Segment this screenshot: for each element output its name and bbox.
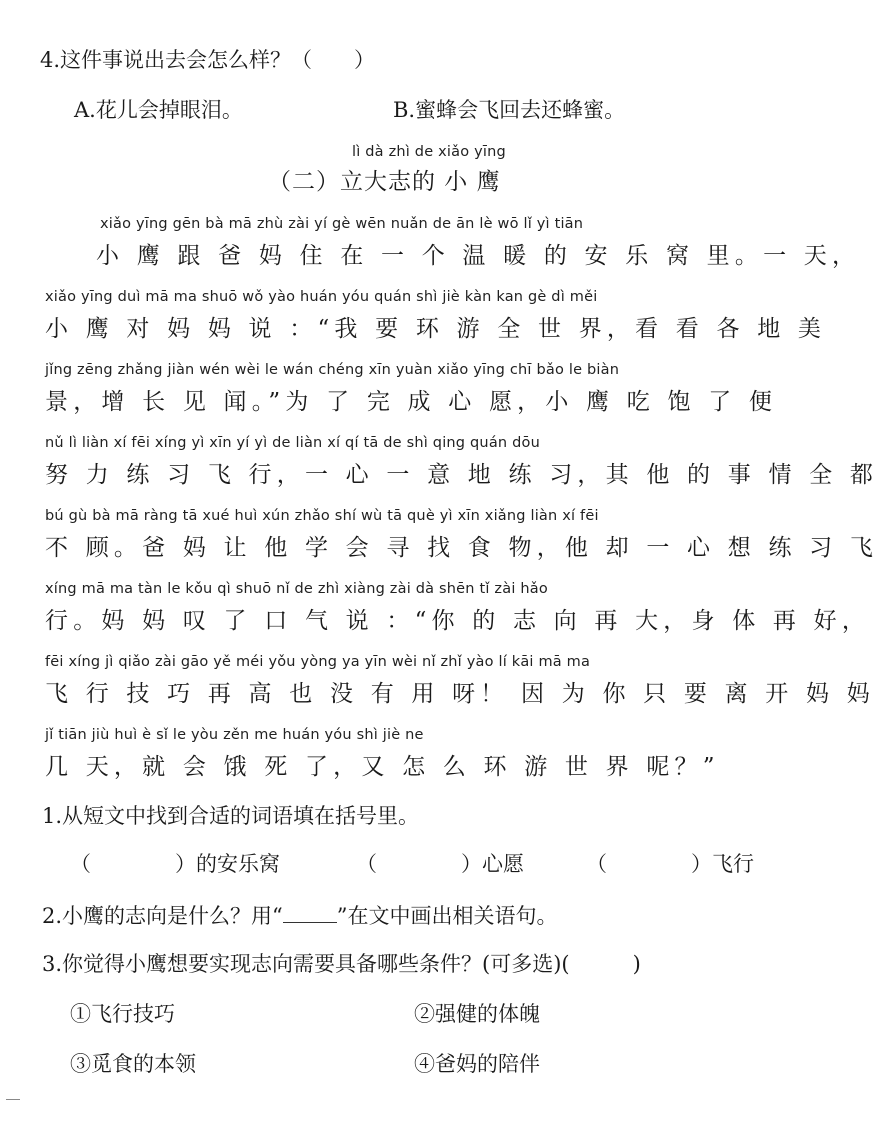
question-2-before: 2.小鹰的志向是什么？用“ bbox=[42, 904, 283, 928]
question-2 bbox=[42, 900, 558, 930]
question-3-option-1: ①飞行技巧 bbox=[70, 1002, 175, 1026]
passage-text-line: 小 鹰 对 妈 妈 说 ：“我 要 环 游 全 世 界，看 看 各 地 美 bbox=[45, 316, 827, 342]
question-4-option-a: A.花儿会掉眼泪。 bbox=[74, 98, 243, 122]
passage-pinyin-line: fēi xíng jì qiǎo zài gāo yě méi yǒu yòng ya yīn wèi nǐ zhǐ yào lí kāi mā ma bbox=[45, 654, 591, 670]
passage-text-line: 努 力 练 习 飞 行，一 心 一 意 地 练 习，其 他 的 事 情 全 都 bbox=[45, 462, 878, 488]
passage-pinyin-line: bú gù bà mā ràng tā xué huì xún zhǎo shí wù tā què yì xīn xiǎng liàn xí fēi bbox=[45, 508, 599, 524]
question-1: 1.从短文中找到合适的词语填在括号里。 bbox=[42, 804, 420, 828]
passage-text-line: 几 天，就 会 饿 死 了，又 怎 么 环 游 世 界 呢？” bbox=[45, 754, 720, 780]
underline-blank bbox=[283, 906, 337, 923]
passage-text-line: 飞 行 技 巧 再 高 也 没 有 用 呀！ 因 为 你 只 要 离 开 妈 妈 bbox=[45, 681, 875, 707]
passage-pinyin-line: jǐng zēng zhǎng jiàn wén wèi le wán chéng xīn yuàn xiǎo yīng chī bǎo le biàn bbox=[45, 362, 620, 378]
passage-pinyin-line: xiǎo yīng gēn bà mā zhù zài yí gè wēn nuǎn de ān lè wō lǐ yì tiān bbox=[100, 216, 584, 232]
passage-text-line: 景，增 长 见 闻。”为 了 完 成 心 愿，小 鹰 吃 饱 了 便 bbox=[45, 389, 778, 415]
passage-text-line: 行。妈 妈 叹 了 口 气 说 ：“你 的 志 向 再 大，身 体 再 好， bbox=[45, 608, 871, 634]
page-edge-mark bbox=[6, 1099, 20, 1100]
section-title-pinyin: lì dà zhì de xiǎo yīng bbox=[352, 144, 506, 160]
question-1-blank-2: （ ）心愿 bbox=[356, 852, 524, 876]
passage-pinyin-line: xíng mā ma tàn le kǒu qì shuō nǐ de zhì xiàng zài dà shēn tǐ zài hǎo bbox=[45, 581, 548, 597]
question-1-blank-1: （ ）的安乐窝 bbox=[70, 852, 280, 876]
question-3-option-4: ④爸妈的陪伴 bbox=[414, 1052, 540, 1076]
question-4: 4.这件事说出去会怎么样？（ ） bbox=[40, 48, 376, 72]
passage-pinyin-line: jǐ tiān jiù huì è sǐ le yòu zěn me huán yóu shì jiè ne bbox=[45, 727, 424, 743]
section-title: （二）立大志的 小 鹰 bbox=[268, 169, 501, 195]
passage-text-line: 不 顾。爸 妈 让 他 学 会 寻 找 食 物，他 却 一 心 想 练 习 飞 bbox=[45, 535, 878, 561]
passage-text-line: 小 鹰 跟 爸 妈 住 在 一 个 温 暖 的 安 乐 窝 里。一 天， bbox=[96, 243, 861, 269]
question-3: 3.你觉得小鹰想要实现志向需要具备哪些条件？(可多选)( ) bbox=[42, 952, 641, 976]
question-3-option-2: ②强健的体魄 bbox=[414, 1002, 540, 1026]
question-2-after: ”在文中画出相关语句。 bbox=[336, 904, 558, 928]
question-1-blank-3: （ ）飞行 bbox=[586, 852, 754, 876]
passage-pinyin-line: nǔ lì liàn xí fēi xíng yì xīn yí yì de liàn xí qí tā de shì qing quán dōu bbox=[45, 435, 540, 451]
passage-pinyin-line: xiǎo yīng duì mā ma shuō wǒ yào huán yóu quán shì jiè kàn kan gè dì měi bbox=[45, 289, 598, 305]
question-3-option-3: ③觅食的本领 bbox=[70, 1052, 196, 1076]
question-4-option-b: B.蜜蜂会飞回去还蜂蜜。 bbox=[393, 98, 626, 122]
